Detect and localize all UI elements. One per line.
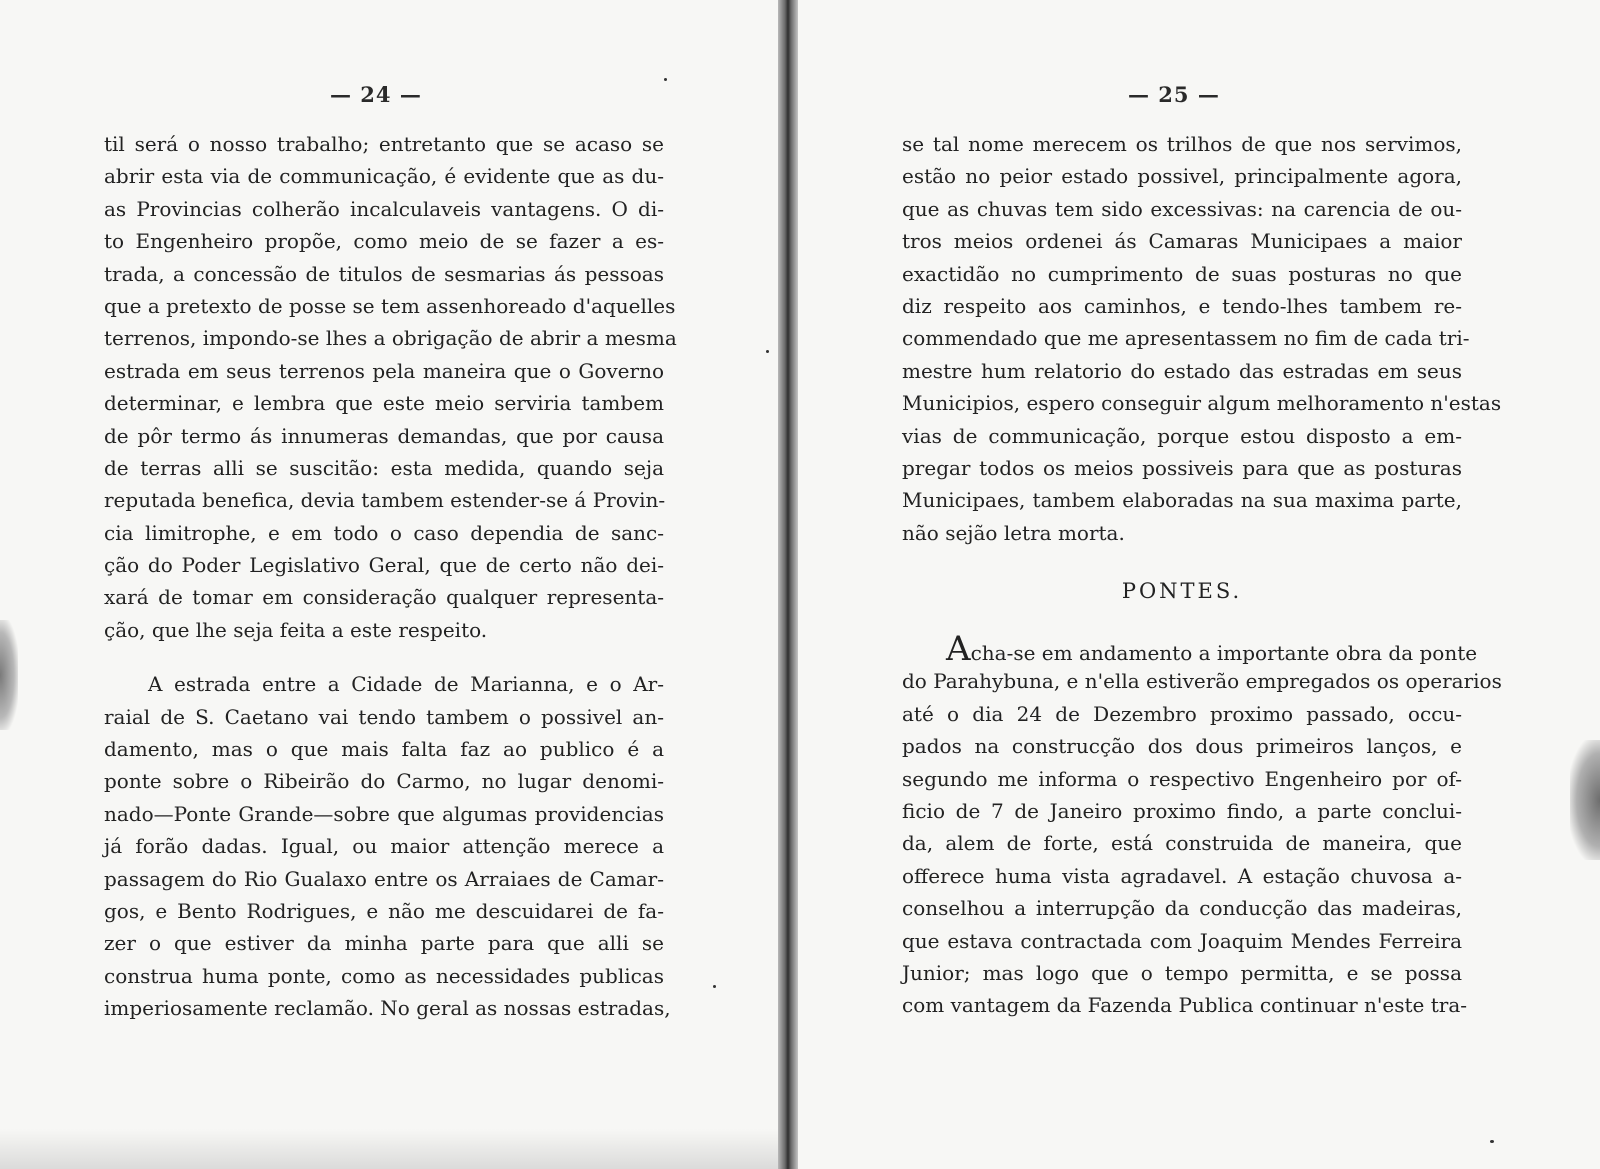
text-line: xará de tomar em consideração qualquer representa- — [104, 585, 664, 610]
text-line: não sejão letra morta. — [902, 520, 1125, 545]
text-line: da, alem de forte, está construida de maneira, que — [902, 831, 1462, 856]
text-line: até o dia 24 de Dezembro proximo passado, occu- — [902, 701, 1462, 726]
text-line: terrenos, impondo-se lhes a obrigação de abrir a mesma — [104, 326, 677, 351]
ink-speck — [713, 985, 716, 988]
text-line: trada, a concessão de titulos de sesmarias ás pessoas — [104, 261, 664, 286]
ink-speck — [1490, 1140, 1494, 1143]
text-line: vias de communicação, porque estou disposto a em- — [902, 423, 1462, 448]
text-line: ponte sobre o Ribeirão do Carmo, no lugar denomi- — [104, 769, 664, 794]
page-text — [104, 128, 677, 1025]
page-text — [902, 128, 1502, 1022]
text-line: reputada benefica, devia tambem estender-se á Provin- — [104, 488, 666, 513]
page-number: — 24 — — [330, 82, 422, 107]
section-heading: PONTES. — [1121, 579, 1243, 604]
text-line: imperiosamente reclamão. No geral as nossas estradas, — [104, 996, 671, 1021]
text-line: segundo me informa o respectivo Engenheiro por of- — [902, 766, 1462, 791]
text-line: raial de S. Caetano vai tendo tambem o possivel an- — [104, 704, 664, 729]
text-line: de pôr termo ás innumeras demandas, que por causa — [104, 423, 664, 448]
text-line: estrada em seus terrenos pela maneira que o Governo — [104, 358, 664, 383]
text-line: do Parahybuna, e n'ella estiverão empregados os operarios — [902, 669, 1502, 694]
ink-speck — [664, 78, 667, 81]
text-line: ção do Poder Legislativo Geral, que de certo não dei- — [104, 553, 664, 578]
text-line: pregar todos os meios possiveis para que as posturas — [902, 455, 1462, 480]
text-line: se tal nome merecem os trilhos de que nos servimos, — [902, 132, 1462, 156]
text-line: que a pretexto de posse se tem assenhoreado d'aquelles — [104, 293, 676, 318]
page-edge-shadow — [0, 620, 18, 730]
text-line: commendado que me apresentassem no fim de cada tri- — [902, 326, 1470, 351]
text-line: mestre hum relatorio do estado das estradas em seus — [902, 358, 1462, 383]
text-line: estão no peior estado possivel, principalmente agora, — [902, 164, 1462, 189]
text-line: Municipaes, tambem elaboradas na sua maxima parte, — [902, 488, 1462, 513]
text-line: zer o que estiver da minha parte para que alli se — [104, 931, 664, 956]
text-line: cia limitrophe, e em todo o caso dependia de sanc- — [104, 520, 664, 545]
text-line: diz respeito aos caminhos, e tendo-lhes tambem re- — [902, 293, 1462, 318]
text-line: com vantagem da Fazenda Publica continuar n'este tra- — [902, 993, 1468, 1018]
right-page — [798, 0, 1600, 1169]
text-line: A estrada entre a Cidade de Marianna, e o Ar- — [148, 672, 664, 697]
text-line: to Engenheiro propõe, como meio de se fazer a es- — [104, 229, 664, 254]
text-line: já forão dadas. Igual, ou maior attenção merece a — [104, 834, 664, 859]
page-number: — 25 — — [1128, 82, 1220, 107]
text-line: tros meios ordenei ás Camaras Municipaes a maior — [902, 229, 1462, 254]
page-edge-shadow — [1570, 740, 1600, 860]
text-line: Acha-se em andamento a importante obra da ponte — [946, 629, 1478, 670]
text-line: ção, que lhe seja feita a este respeito. — [104, 617, 488, 642]
text-line: damento, mas o que mais falta faz ao publico é a — [104, 737, 664, 762]
book-gutter — [778, 0, 798, 1169]
page-bottom-shadow — [0, 1129, 778, 1169]
text-line: Municipios, espero conseguir algum melhoramento n'estas — [902, 391, 1502, 416]
text-line: gos, e Bento Rodrigues, e não me descuidarei de fa- — [104, 898, 664, 923]
text-line: construa huma ponte, como as necessidades publicas — [104, 963, 664, 988]
text-line: nado—Ponte Grande—sobre que algumas providencias — [104, 801, 664, 826]
text-line: exactidão no cumprimento de suas posturas no que — [902, 261, 1462, 286]
text-line: que as chuvas tem sido excessivas: na carencia de ou- — [902, 196, 1462, 221]
text-line: til será o nosso trabalho; entretanto que se acaso se — [104, 132, 664, 156]
text-line: que estava contractada com Joaquim Mendes Ferreira — [902, 928, 1462, 953]
text-line: determinar, e lembra que este meio serviria tambem — [104, 391, 664, 416]
left-page — [0, 0, 778, 1169]
text-line: Junior; mas logo que o tempo permitta, e se possa — [902, 960, 1462, 985]
ink-speck — [766, 350, 769, 353]
text-line: conselhou a interrupção da conducção das madeiras, — [902, 896, 1462, 921]
text-line: de terras alli se suscitão: esta medida, quando seja — [104, 455, 664, 480]
text-line: ficio de 7 de Janeiro proximo findo, a parte conclui- — [902, 799, 1462, 824]
text-line: offerece huma vista agradavel. A estação chuvosa a- — [902, 863, 1462, 888]
text-line: passagem do Rio Gualaxo entre os Arraiaes de Camar- — [104, 866, 664, 891]
text-line: abrir esta via de communicação, é evidente que as du- — [104, 164, 664, 189]
text-line: as Provincias colherão incalculaveis vantagens. O di- — [104, 196, 664, 221]
text-line: pados na construcção dos dous primeiros lanços, e — [902, 734, 1462, 759]
